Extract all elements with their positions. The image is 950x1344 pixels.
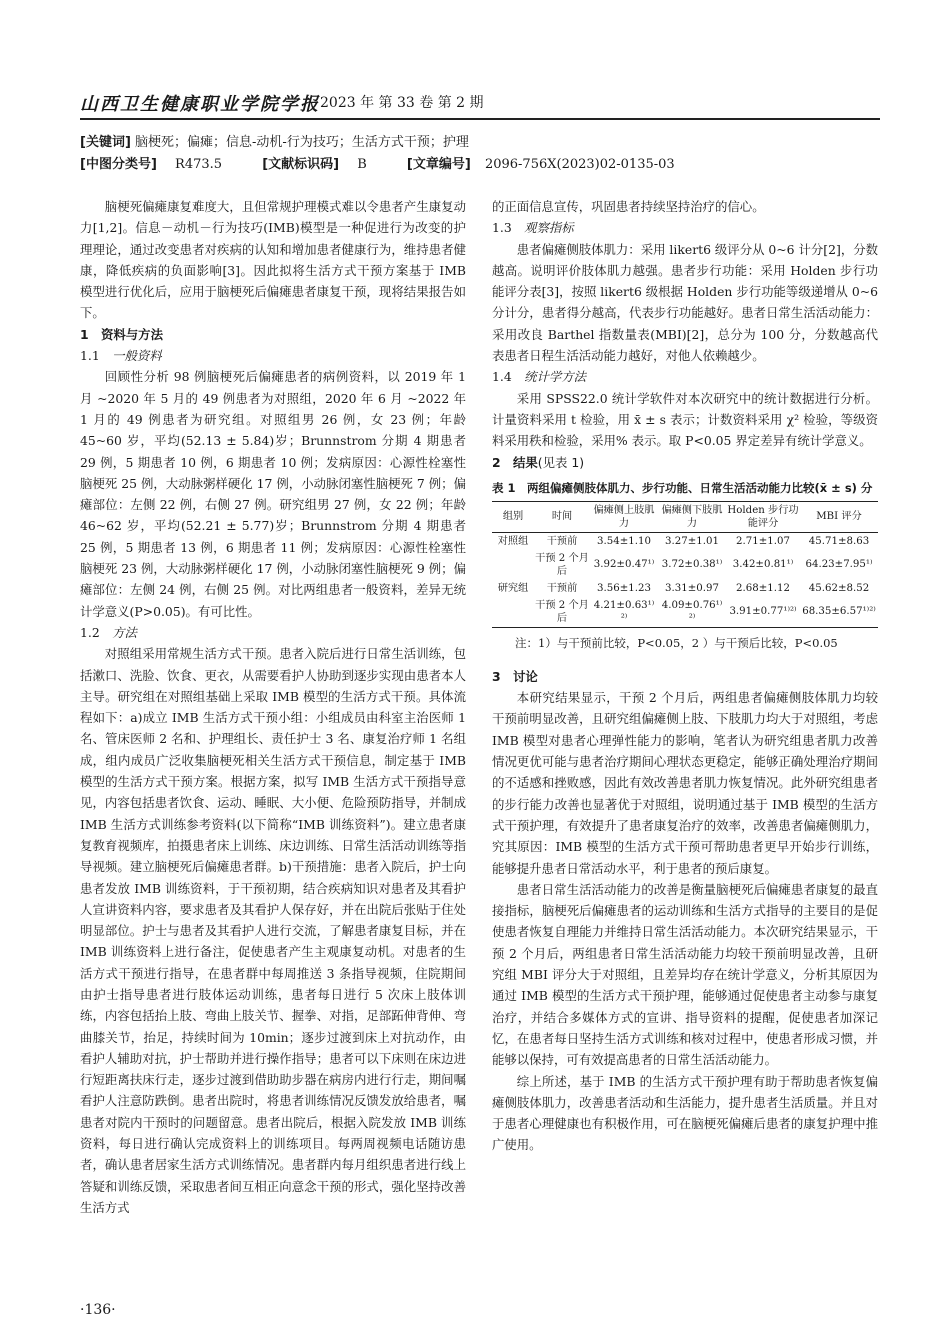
table-header-cell: 时间 — [534, 501, 590, 532]
right-column — [492, 196, 878, 1156]
table-header-cell: 偏瘫侧上肢肌力 — [590, 501, 658, 532]
table-header-cell: 偏瘫侧下肢肌力 — [658, 501, 726, 532]
table-cell — [492, 550, 534, 580]
table-cell: 3.92±0.47¹⁾ — [593, 559, 655, 571]
table-note: 注：1）与干预前比较，P<0.05，2 ）与干预后比较，P<0.05 — [515, 635, 838, 650]
table-cell: 3.42±0.81¹⁾ — [732, 559, 794, 571]
section-title: 方法 — [112, 624, 137, 640]
section-title: 一般资料 — [112, 348, 162, 364]
table-cell — [492, 597, 534, 628]
running-header — [80, 88, 880, 120]
table-cell: 研究组 — [497, 582, 529, 594]
discussion-paragraph-2: 患者日常生活活动能力的改善是衡量脑梗死后偏瘫患者康复的最直接指标，脑梗死后偏瘫患者的运动训练和生活方式指导的主要目的是促使患者恢复自理能力并维持日常生活活动能力。本次研究结果显示，干预 2 个月后，两组患者日常生活活动能力均较干预前明显改善，且研究组 MBI 评分大于对照组，且差异均存在统计学意义，分析其原因为通过 IMB 模型的生活方式干预护理，能够通过促使患者主动参与康复治疗，并结合多媒体方式的宣讲、指导资料的提醒，促使患者加深记忆，在患者每日坚持生活方式训练和核对过程中，使患者形成习惯，并能够以保持，可有效提高患者的日常生活活动能力。 — [492, 881, 878, 1068]
table-header-cell: Holden 步行功能评分 — [726, 501, 800, 532]
results-title: 2 结果 — [492, 454, 538, 470]
doc-code-label: [文献标识码] — [262, 157, 340, 172]
article-no-label: [文章编号] — [406, 157, 471, 172]
section-1-4-heading — [492, 366, 878, 387]
table-cell: 2.71±1.07 — [736, 535, 790, 547]
results-note: (见表 1) — [537, 454, 585, 470]
table-header-cell: 组别 — [492, 501, 534, 532]
table-cell: 干预 2 个月后 — [535, 552, 589, 577]
table-cell: 干预 2 个月后 — [534, 597, 590, 628]
section-title: 统计学方法 — [524, 369, 587, 385]
table-cell: 4.21±0.63¹⁾²⁾ — [590, 597, 658, 628]
methods-paragraph: 对照组采用常规生活方式干预。患者入院后进行日常生活训练，包括漱口、洗脸、饮食、更衣，从需要看护人协助到逐步实现由患者本人主导。研究组在对照组基础上采取 IMB 模型的生活方式干预。具体流程如下：a)成立 IMB 生活方式干预小组：小组成员由科室主治医师 1 名、管床医师 2 名和、护理组长、责任护士 3 名、康复治疗师 1 名组成，组内成员广泛收集脑梗死相关生活方式干预信息，制定基于 IMB 模型的生活方式干预方案。根据方案，拟写 IMB 生活方式干预指导意见，内容包括患者饮食、运动、睡眠、大小便、危险预防指导，并制成 IMB 生活方式训练参考资料(以下简称“IMB 训练资料”)。建立患者康复教育视频库，拍摄患者床上训练、床边训练、日常生活活动训练等指导视频。建立脑梗死后偏瘫患者群。b)干预措施：患者入院后，护士向患者发放 IMB 训练资料，于干预初期，结合疾病知识对患者及其看护人宣讲资料内容，要求患者及其看护人保存好，并在出院后张贴于住处明显部位。护士与患者及其看护人进行交流，了解患者康复目标，并在 IMB 训练资料上进行备注，促使患者产生主观康复动机。对患者的生活方式干预进行指导，在患者群中每周推送 3 条指导视频，住院期间由护士指导患者进行肢体运动训练，患者每日进行 5 次床上肢体训练，内容包括抬上肢、弯曲上肢关节、握拳、对指，足部跖伸背伸、弯曲膝关节，抬足，持续时间为 10min；逐步过渡到床上对抗动作，由看护人辅助对抗，护士帮助并进行操作指导；患者可以下床则在床边进行短距离扶床行走，逐步过渡到借助助步器在病房内进行行走，期间嘱看护人注意防跌倒。患者出院时，将患者训练情况反馈发放给患者，嘱患者对院内干预时的问题留意。患者出院后，根据入院发放 IMB 训练资料，每日进行确认完成资料上的训练项目。每两周视频电话随访患者，确认患者居家生活方式训练情况。患者群内每月组织患者进行线上答疑和训练反馈，采取患者间互相正向意念干预的形式，强化坚持改善生活方式 — [80, 646, 466, 1215]
keywords-label: [关键词] — [80, 135, 131, 150]
table-cell: 干预前 — [546, 535, 578, 547]
clc-value: R473.5 — [175, 157, 223, 172]
methods-continued: 的正面信息宣传，巩固患者持续坚持治疗的信心。 — [492, 199, 765, 214]
table-cell: 2.68±1.12 — [736, 582, 790, 594]
table-cell: 45.71±8.63 — [808, 535, 870, 547]
results-table — [492, 501, 878, 628]
journal-title: 山西卫生健康职业学院学报 — [80, 94, 320, 115]
section-number: 1.1 — [80, 348, 100, 364]
table-cell: 3.27±1.01 — [665, 535, 719, 547]
table-row — [492, 550, 878, 580]
discussion-paragraph-1: 本研究结果显示，干预 2 个月后，两组患者偏瘫侧肢体肌力均较干预前明显改善，且研究组偏瘫侧上肢、下肢肌力均大于对照组，考虑 IMB 模型对患者心理弹性能力的影响，笔者认为研究组患者肌力改善情况更优可能与患者治疗期间心理状态更稳定，能够正确处理治疗期间的不适感和挫败感，因此有效改善患者肌力恢复情况。此外研究组患者的步行能力改善也显著优于对照组，说明通过基于 IMB 模型的生活方式干预护理，有效提升了患者康复治疗的效率，改善患者偏瘫侧肌力，究其原因：IMB 模型的生活方式干预可帮助患者更早开始步行训练，能够提升患者日常活动水平，利于患者的预后康复。 — [492, 690, 878, 876]
section-number: 1.3 — [492, 220, 512, 236]
clc-label: [中图分类号] — [80, 157, 157, 172]
table-cell: 3.91±0.77¹⁾²⁾ — [726, 597, 800, 628]
table-cell: 3.56±1.23 — [597, 582, 651, 594]
table-row — [492, 532, 878, 550]
table-cell: 干预前 — [546, 582, 578, 594]
table-cell: 3.31±0.97 — [665, 582, 719, 594]
section-1-3-heading — [492, 217, 878, 238]
intro-paragraph: 脑梗死偏瘫康复难度大，且但常规护理模式难以令患者产生康复动力[1,2]。信息－动机－行为技巧(IMB)模型是一种促进行为改变的护理理论，通过改变患者对疾病的认知和增加患者健康行为，维持患者健康，降低疾病的负面影响[3]。因此拟将生活方式干预方案基于 IMB 模型进行优化后，应用于脑梗死后偏瘫患者康复干预，现将结果报告如下。 — [80, 199, 466, 321]
left-column — [80, 196, 466, 1218]
discussion-paragraph-3: 综上所述，基于 IMB 的生活方式干预护理有助于帮助患者恢复偏瘫侧肢体肌力，改善患者活动和生活能力，提升患者生活质量。并且对于患者心理健康也有积极作用，可在脑梗死偏瘫后患者的康复护理中推广使用。 — [492, 1073, 878, 1153]
journal-issue: 2023 年 第 33 卷 第 2 期 — [320, 95, 484, 111]
classification-line — [80, 155, 880, 175]
section-3-heading: 3 讨论 — [492, 668, 538, 684]
article-no-value: 2096-756X(2023)02-0135-03 — [484, 157, 675, 172]
table-cell: 3.72±0.38¹⁾ — [661, 559, 723, 571]
table-caption: 表 1 两组偏瘫侧肢体肌力、步行功能、日常生活活动能力比较(x̄ ± s) 分 — [492, 480, 873, 495]
section-number: 1.2 — [80, 624, 100, 640]
keywords-line — [80, 133, 880, 153]
section-title: 观察指标 — [524, 220, 574, 236]
table-row — [492, 597, 878, 628]
section-number: 1.4 — [492, 369, 512, 385]
section-1-2-heading — [80, 622, 466, 643]
table-cell: 64.23±7.95¹⁾ — [805, 559, 873, 571]
section-2-heading — [492, 452, 878, 473]
table-row — [492, 580, 878, 597]
indicators-paragraph: 患者偏瘫侧肢体肌力：采用 likert6 级评分从 0~6 计分[2]，分数越高。说明评价肢体肌力越强。患者步行功能：采用 Holden 步行功能评分表[3]，按照 likert6 级根据 Holden 步行功能等级递增从 0~6 分计分，患者得分越高，代表步行功能越好。患者日常生活活动能力：采用改良 Barthel 指数量表(MBI)[2]，总分为 100 分，分数越高代表患者日程生活活动能力越好，对他人依赖越少。 — [492, 241, 879, 364]
general-data-paragraph: 回顾性分析 98 例脑梗死后偏瘫患者的病例资料，以 2019 年 1 月 ~2020 年 5 月的 49 例患者为对照组，2020 年 6 月 ~2022 年 1 月的 49 例患者为研究组。对照组男 26 例，女 23 例；年龄 45~60 岁，平均(52.13 ± 5.84)岁；Brunnstrom 分期 4 期患者 29 例，5 期患者 10 例，6 期患者 10 例；发病原因：心源性栓塞性脑梗死 25 例，大动脉粥样硬化 17 例，小动脉闭塞性脑梗死 7 例；偏瘫部位：左侧 22 例，右侧 27 例。研究组男 27 例，女 22 例；年龄 46~62 岁，平均(52.21 ± 5.77)岁；Brunnstrom 分期 4 期患者 25 例，5 期患者 13 例，6 期患者 11 例；发病原因：心源性栓塞性脑梗死 23 例，大动脉粥样硬化 17 例，小动脉闭塞性脑梗死 9 例；偏瘫部位：左侧 24 例，右侧 25 例。对比两组患者一般资料，差异无统计学意义(P>0.05)。有可比性。 — [80, 369, 466, 619]
section-1-1-heading — [80, 345, 466, 366]
table-header-cell: MBI 评分 — [800, 501, 878, 532]
table-cell: 45.62±8.52 — [808, 582, 870, 594]
keywords-text: 脑梗死；偏瘫；信息-动机-行为技巧；生活方式干预；护理 — [135, 135, 469, 150]
statistics-paragraph: 采用 SPSS22.0 统计学软件对本次研究中的统计数据进行分析。计量资料采用 t 检验，用 x̄ ± s 表示；计数资料采用 χ² 检验，等级资料采用秩和检验，采用% 表示。取 P<0.05 界定差异有统计学意义。 — [492, 390, 878, 449]
table-cell: 对照组 — [497, 535, 529, 547]
section-1-heading: 1 资料与方法 — [80, 326, 163, 342]
doc-code-value: B — [357, 157, 367, 172]
page-number: ·136· — [80, 1302, 116, 1318]
table-header-row — [492, 501, 878, 532]
table-cell: 4.09±0.76¹⁾²⁾ — [658, 597, 726, 628]
table-cell: 68.35±6.57¹⁾²⁾ — [800, 597, 878, 628]
table-cell: 3.54±1.10 — [597, 535, 651, 547]
